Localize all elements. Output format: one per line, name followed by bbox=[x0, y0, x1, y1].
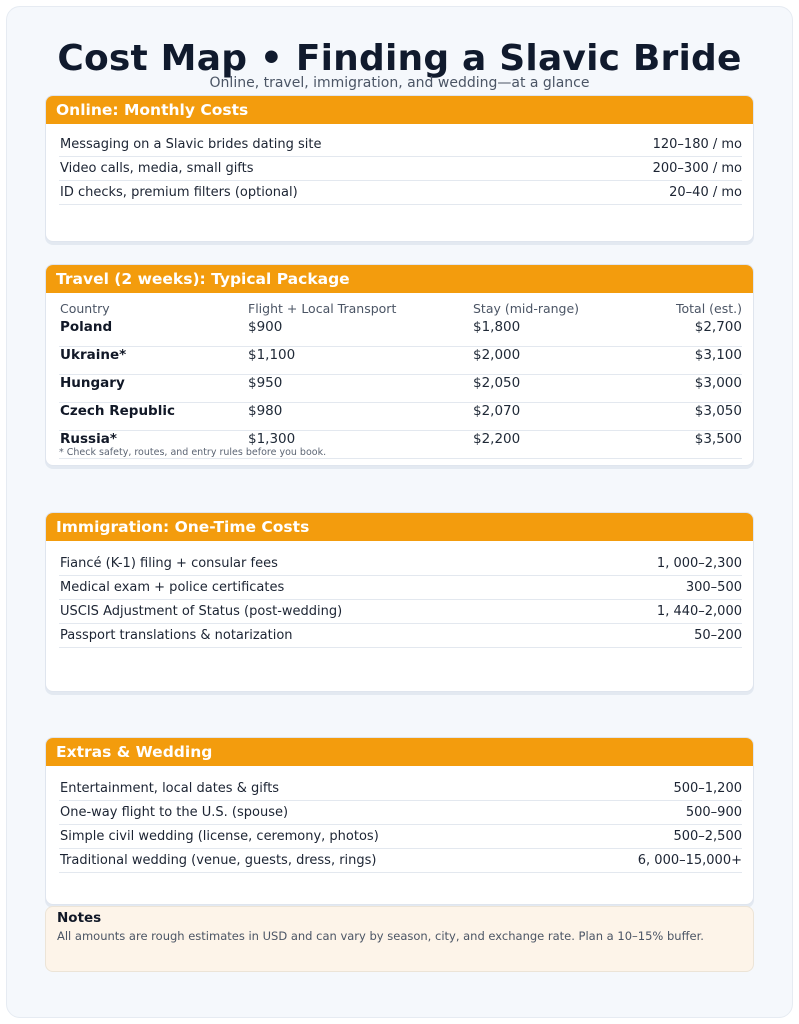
table-row bbox=[59, 375, 742, 403]
country-cell: Hungary bbox=[60, 375, 125, 391]
cost-label: ID checks, premium filters (optional) bbox=[60, 185, 298, 200]
table-row bbox=[59, 319, 742, 347]
cost-value: 20–40 / mo bbox=[669, 185, 742, 200]
cost-value: 50–200 bbox=[694, 628, 742, 643]
cost-value: 500–900 bbox=[685, 805, 742, 820]
travel-package-card bbox=[45, 264, 754, 466]
notes-box bbox=[45, 906, 754, 972]
page-subtitle: Online, travel, immigration, and wedding—at a glance bbox=[209, 75, 590, 91]
immigration-costs-card bbox=[45, 512, 754, 692]
notes-body: All amounts are rough estimates in USD and can vary by season, city, and exchange rate. Plan a 10–15% buffer. bbox=[57, 929, 704, 943]
immigration-cost-row bbox=[59, 576, 742, 600]
extras-cost-row bbox=[59, 801, 742, 825]
country-cell: Ukraine* bbox=[60, 347, 127, 363]
online-costs-title: Online: Monthly Costs bbox=[46, 96, 753, 124]
travel-package-title: Travel (2 weeks): Typical Package bbox=[46, 265, 753, 293]
total-cell: $3,100 bbox=[694, 347, 742, 363]
travel-footnote: * Check safety, routes, and entry rules before you book. bbox=[59, 447, 327, 458]
total-cell: $3,500 bbox=[694, 431, 742, 447]
online-cost-row bbox=[59, 181, 742, 205]
total-cell: $3,050 bbox=[694, 403, 742, 419]
cost-label: Passport translations & notarization bbox=[60, 628, 293, 643]
total-cell: $3,000 bbox=[694, 375, 742, 391]
column-header-stay: Stay (mid-range) bbox=[473, 301, 580, 316]
cost-label: USCIS Adjustment of Status (post-wedding) bbox=[60, 604, 343, 619]
country-cell: Poland bbox=[60, 319, 113, 335]
page-title: Cost Map • Finding a Slavic Bride bbox=[57, 38, 742, 79]
table-row bbox=[59, 403, 742, 431]
cost-value: 300–500 bbox=[685, 580, 742, 595]
column-header-flight: Flight + Local Transport bbox=[248, 301, 397, 316]
cost-label: One-way flight to the U.S. (spouse) bbox=[60, 805, 289, 820]
cost-value: 1, 440–2,000 bbox=[656, 604, 742, 619]
stay-cell: $2,050 bbox=[473, 375, 521, 391]
extras-cost-row bbox=[59, 825, 742, 849]
table-row bbox=[59, 347, 742, 375]
cost-value: 120–180 / mo bbox=[652, 137, 742, 152]
cost-label: Messaging on a Slavic brides dating site bbox=[60, 137, 322, 152]
immigration-cost-row bbox=[59, 624, 742, 648]
flight-cell: $900 bbox=[248, 319, 283, 335]
cost-value: 500–1,200 bbox=[673, 781, 742, 796]
flight-cell: $950 bbox=[248, 375, 283, 391]
extras-wedding-title: Extras & Wedding bbox=[46, 738, 753, 766]
cost-label: Simple civil wedding (license, ceremony, photos) bbox=[60, 829, 379, 844]
cost-value: 500–2,500 bbox=[673, 829, 742, 844]
cost-label: Medical exam + police certificates bbox=[60, 580, 285, 595]
immigration-cost-row bbox=[59, 600, 742, 624]
extras-cost-row bbox=[59, 849, 742, 873]
cost-value: 1, 000–2,300 bbox=[656, 556, 742, 571]
flight-cell: $1,100 bbox=[248, 347, 296, 363]
cost-value: 6, 000–15,000+ bbox=[637, 853, 742, 868]
flight-cell: $980 bbox=[248, 403, 283, 419]
cost-label: Traditional wedding (venue, guests, dress, rings) bbox=[60, 853, 377, 868]
column-header-country: Country bbox=[60, 301, 110, 316]
country-cell: Russia* bbox=[60, 431, 117, 447]
column-header-total: Total (est.) bbox=[676, 301, 742, 316]
immigration-cost-row bbox=[59, 552, 742, 576]
online-cost-row bbox=[59, 133, 742, 157]
cost-label: Video calls, media, small gifts bbox=[60, 161, 254, 176]
total-cell: $2,700 bbox=[694, 319, 742, 335]
online-cost-row bbox=[59, 157, 742, 181]
travel-table-header bbox=[59, 301, 742, 319]
extras-cost-row bbox=[59, 777, 742, 801]
stay-cell: $2,070 bbox=[473, 403, 521, 419]
stay-cell: $1,800 bbox=[473, 319, 521, 335]
flight-cell: $1,300 bbox=[248, 431, 296, 447]
stay-cell: $2,200 bbox=[473, 431, 521, 447]
extras-wedding-card bbox=[45, 737, 754, 905]
notes-title: Notes bbox=[57, 910, 102, 926]
cost-label: Entertainment, local dates & gifts bbox=[60, 781, 280, 796]
online-costs-card bbox=[45, 95, 754, 242]
country-cell: Czech Republic bbox=[60, 403, 175, 419]
immigration-costs-title: Immigration: One-Time Costs bbox=[46, 513, 753, 541]
cost-value: 200–300 / mo bbox=[652, 161, 742, 176]
stay-cell: $2,000 bbox=[473, 347, 521, 363]
cost-label: Fiancé (K-1) filing + consular fees bbox=[60, 556, 278, 571]
